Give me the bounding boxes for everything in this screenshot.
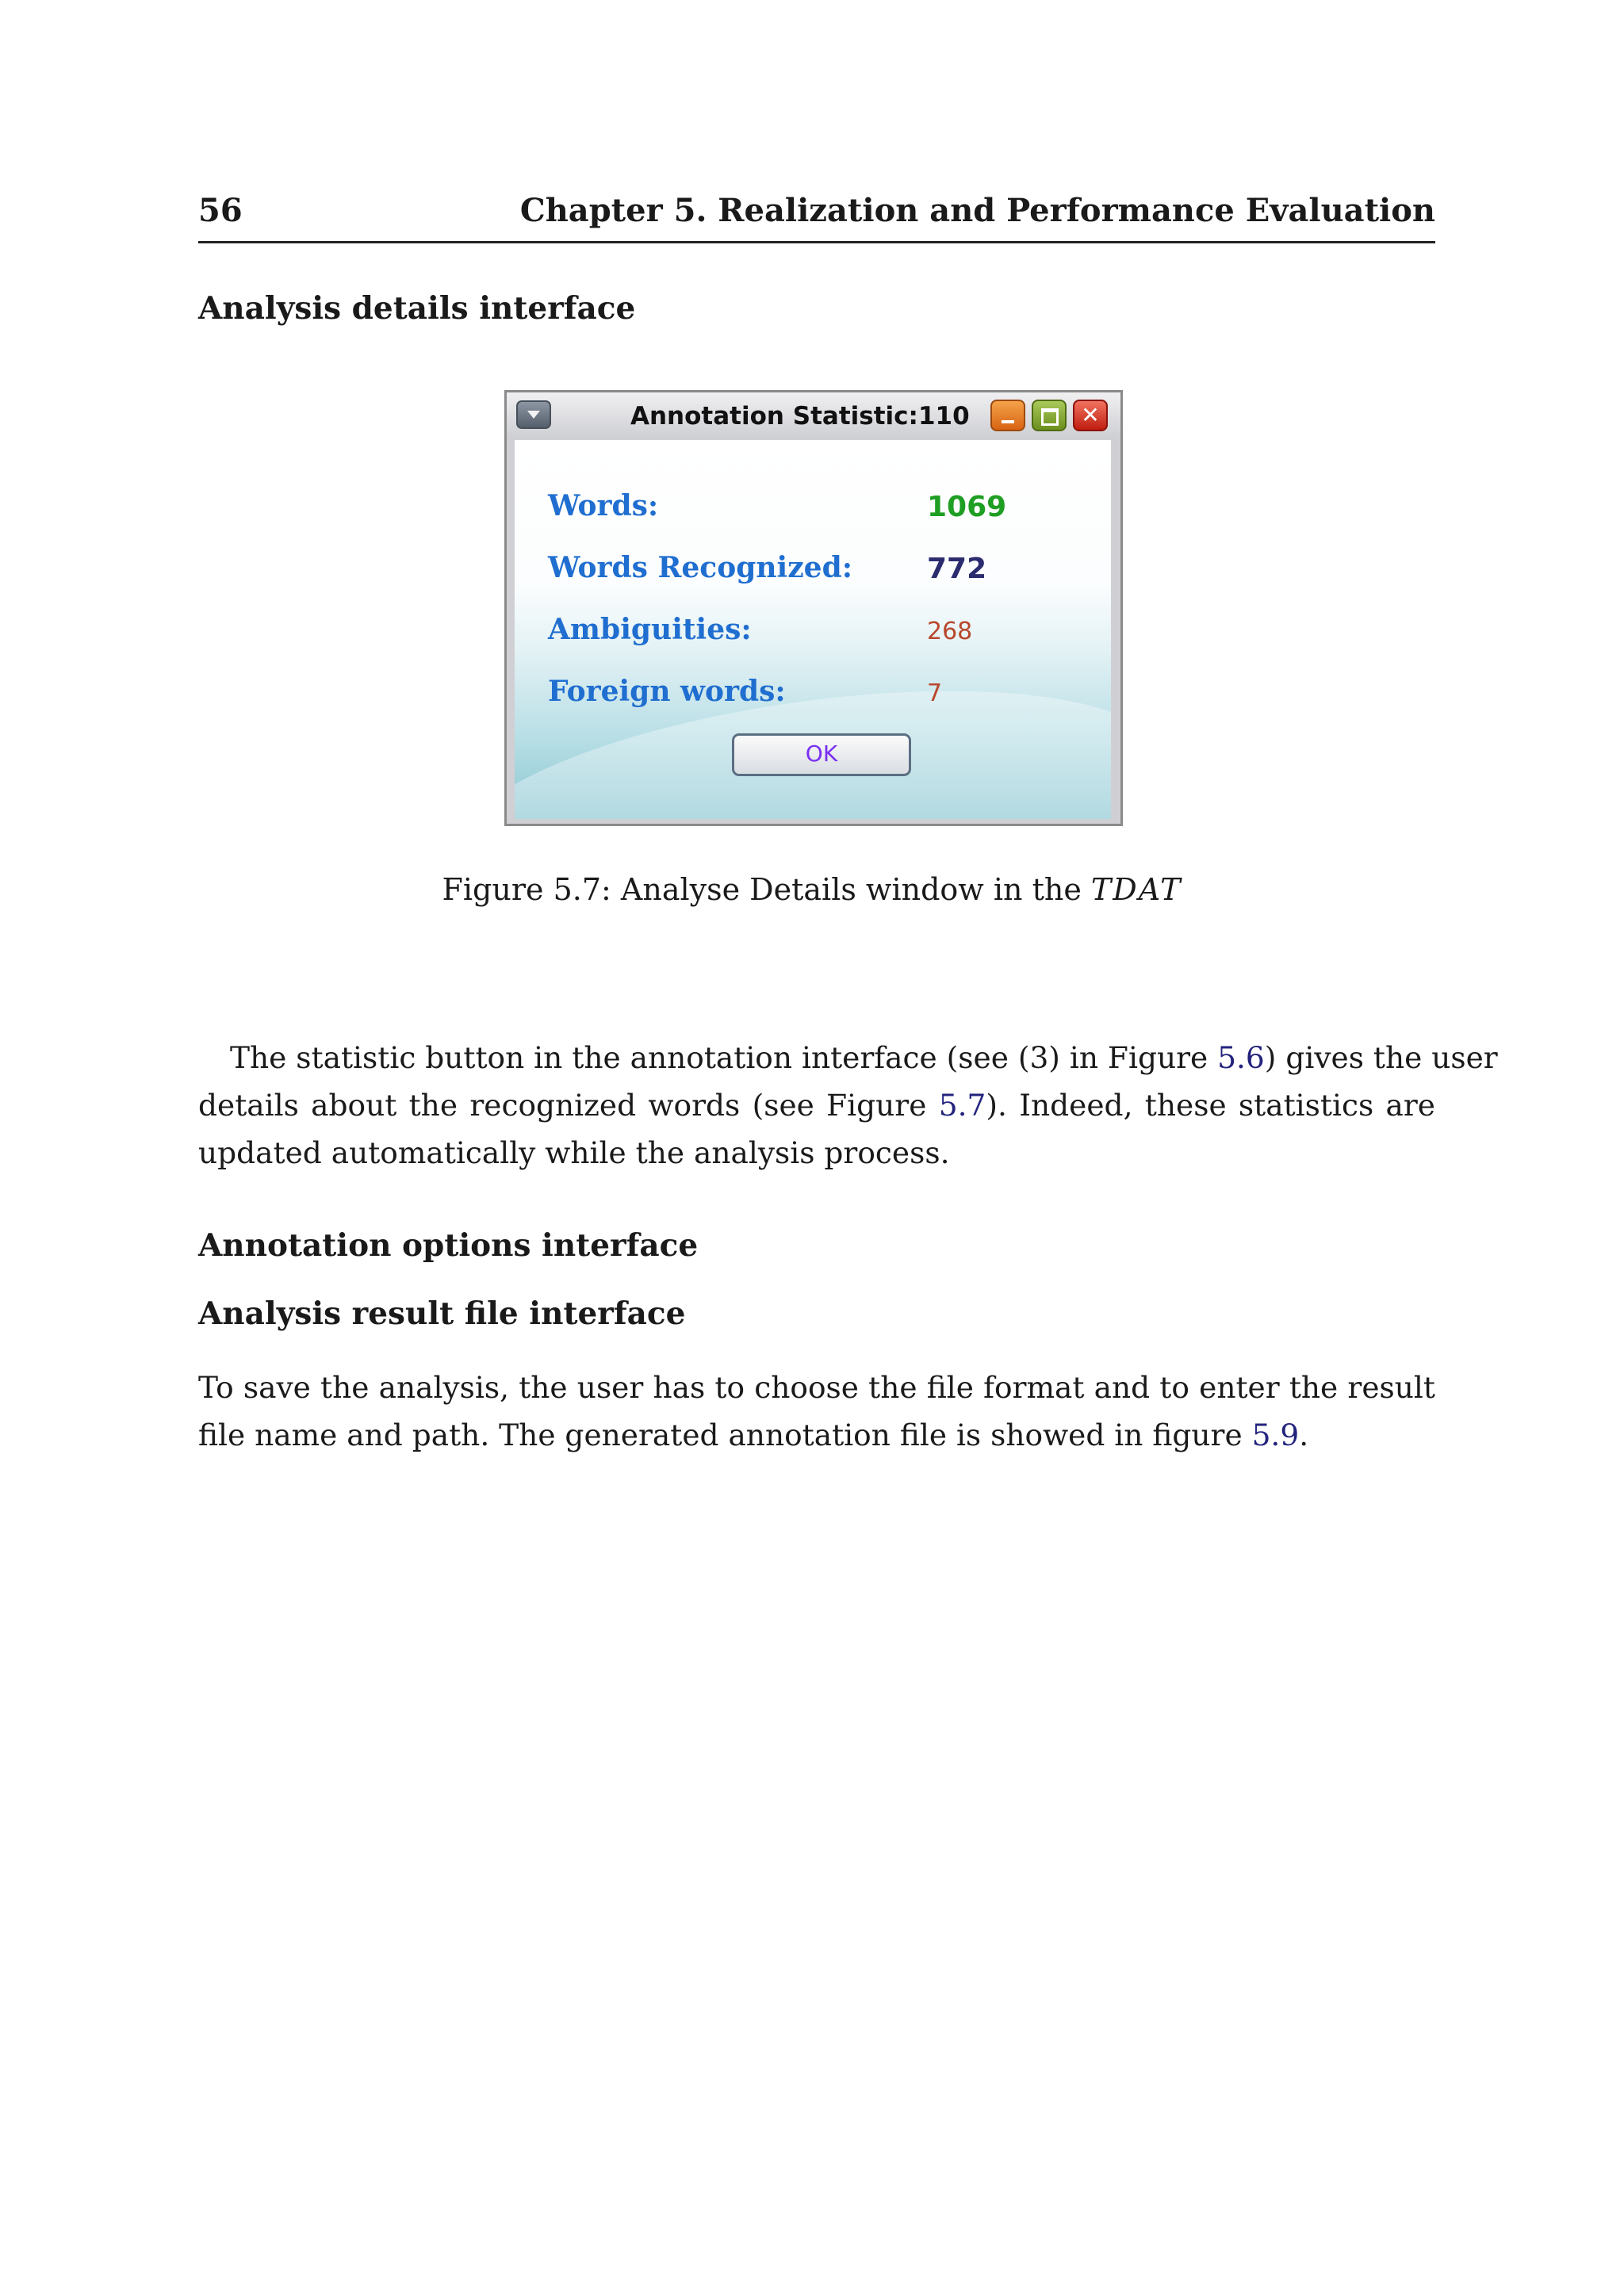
page-number: 56 <box>198 192 243 229</box>
caption-italic: TDAT <box>1090 872 1182 907</box>
stat-value-words: 1069 <box>927 491 1007 523</box>
figure-ref-link[interactable]: 5.6 <box>1217 1040 1265 1075</box>
stat-label-words: Words: <box>548 489 659 522</box>
text: ) gives the user <box>1264 1040 1498 1075</box>
figure-ref-link[interactable]: 5.9 <box>1251 1418 1300 1452</box>
text: To save the analysis, the user has to choose the file format and to enter the result file name and path. The generated annotation file is showed in figure <box>198 1370 1435 1452</box>
section-heading-analysis-result-file: Analysis result file interface <box>198 1295 686 1332</box>
minimize-icon <box>1002 420 1014 423</box>
close-button[interactable] <box>1073 400 1108 431</box>
maximize-icon <box>1041 408 1059 426</box>
stat-value-foreign-words: 7 <box>927 679 943 707</box>
minimize-button[interactable] <box>990 400 1025 431</box>
section-heading-annotation-options: Annotation options interface <box>198 1227 699 1264</box>
statistics-panel <box>515 440 1111 819</box>
window-menu-button[interactable] <box>516 400 551 429</box>
chevron-down-icon <box>527 411 540 419</box>
stat-value-words-recognized: 772 <box>927 553 987 585</box>
running-header <box>198 189 1435 243</box>
text: ). Indeed, these statistics are updated automatically while the analysis process. <box>198 1088 1435 1170</box>
annotation-statistic-window <box>504 390 1123 826</box>
stat-label-foreign-words: Foreign words: <box>548 675 786 708</box>
stat-value-ambiguities: 268 <box>927 618 973 645</box>
stat-label-ambiguities: Ambiguities: <box>548 613 752 646</box>
close-icon: ✕ <box>1081 402 1100 428</box>
window-title: Annotation Statistic:110 <box>630 402 970 430</box>
paragraph-line <box>198 1034 1498 1081</box>
window-titlebar[interactable] <box>507 392 1120 437</box>
chapter-title: Chapter 5. Realization and Performance Evaluation <box>519 192 1435 229</box>
ok-button[interactable]: OK <box>732 733 911 776</box>
caption-text: Figure 5.7: Analyse Details window in the <box>442 872 1082 907</box>
paragraph-save-analysis <box>198 1364 1435 1459</box>
text: . <box>1299 1418 1309 1452</box>
stat-label-words-recognized: Words Recognized: <box>548 551 853 584</box>
maximize-button[interactable] <box>1032 400 1067 431</box>
figure-ref-link[interactable]: 5.7 <box>938 1088 986 1123</box>
text: The statistic button in the annotation interface (see (3) in Figure <box>230 1040 1218 1075</box>
figure-caption <box>0 872 1624 907</box>
paragraph-statistic-button <box>198 1034 1498 1177</box>
text: details about the recognized words (see Figure <box>198 1088 939 1123</box>
section-heading-analysis-details: Analysis details interface <box>198 290 636 327</box>
